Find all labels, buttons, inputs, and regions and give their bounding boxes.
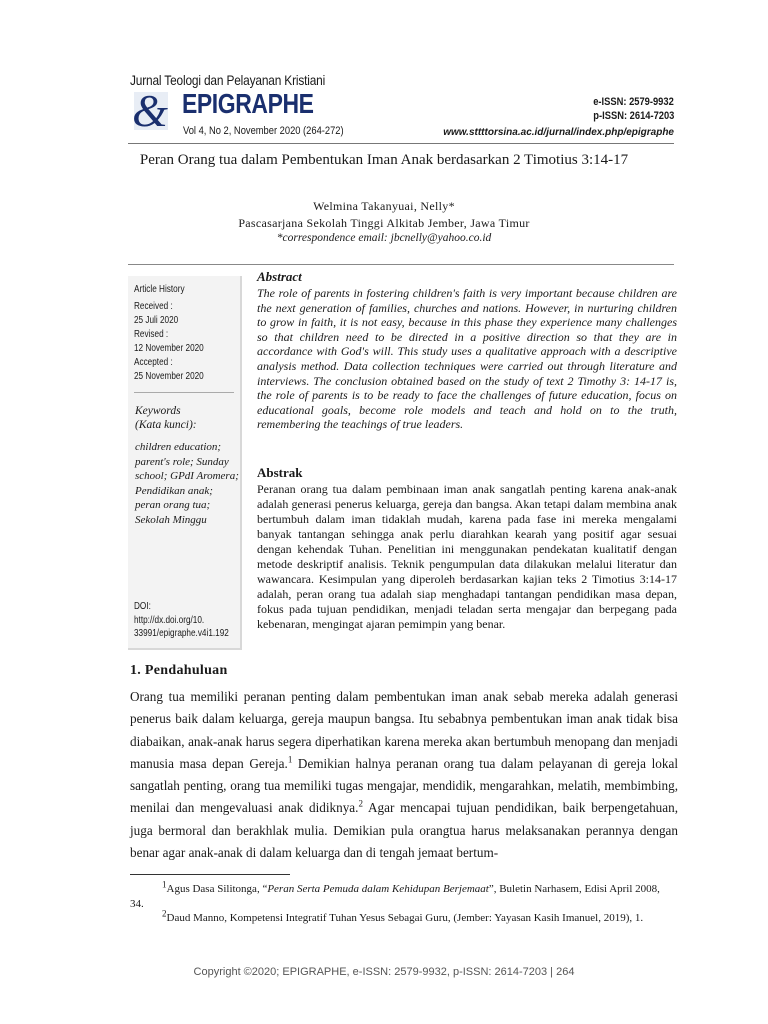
footnote-1-number: 1 bbox=[162, 879, 167, 890]
abstract-indonesian: Peranan orang tua dalam pembinaan iman anak sangatlah penting karena anak-anak adalah generasi penerus keluarga, gereja dan bangsa. Akan tetapi dalam membina anak bertumbuh dalam iman tidaklah mudah, karena pada fase ini mereka mengalami banyak tantangan sehingga anak perlu diarahkan kearah yang positif agar sesuai dengan kehendak Tuhan. Penelitian ini menggunakan pendekatan kualitatif dengan metode deskriptif analisis. Teknik pengumpulan data dilakukan melalui literatur dan wawancara. Kesimpulan yang diperoleh berdasarkan kajian teks 2 Timotius 3:14-17 adalah, peran orang tua adalah siap menghadapi tantangan pendidikan masa depan, fokus pada tujuan pendidikan, menjadi teladan serta mengajar dan berpegang pada kebenaran, mengingat ajaran pemimpin yang benar. bbox=[257, 482, 677, 631]
body-part-1: Orang tua memiliki peranan penting dalam pembentukan iman anak sebab mereka adalah generasi penerus baik dalam keluarga, gereja maupun bangsa. Itu sebabnya pembentukan iman anak tidak bisa diabaikan, anak-anak harus segera diperhatikan karena mereka akan bertumbuh menopang dan menjadi manusia masa depan Gereja. bbox=[130, 689, 678, 771]
header-divider bbox=[128, 143, 674, 144]
volume-info: Vol 4, No 2, November 2020 (264-272) bbox=[183, 125, 344, 137]
author-affiliation: Pascasarjana Sekolah Tinggi Alkitab Jember, Jawa Timur bbox=[238, 216, 530, 230]
keywords-heading bbox=[135, 404, 197, 432]
footnote-1 bbox=[130, 879, 676, 912]
epigraphe-logo-icon bbox=[128, 88, 172, 134]
received-label: Received : bbox=[134, 301, 173, 312]
accepted-label: Accepted : bbox=[134, 357, 173, 368]
svg-text:&: & bbox=[132, 88, 168, 134]
copyright-footer: Copyright ©2020; EPIGRAPHE, e-ISSN: 2579-9932, p-ISSN: 2614-7203 | 264 bbox=[193, 966, 575, 978]
footnote-divider bbox=[130, 874, 290, 875]
title-divider bbox=[128, 264, 674, 265]
journal-name: Jurnal Teologi dan Pelayanan Kristiani bbox=[130, 72, 326, 88]
footnote-2-number: 2 bbox=[162, 908, 167, 919]
abstract-heading: Abstract bbox=[257, 269, 302, 284]
keywords-list: children education; parent's role; Sunday school; GPdI Aromera; Pendidikan anak; peran orang tua; Sekolah Minggu bbox=[135, 441, 239, 526]
correspondence-email: *correspondence email: jbcnelly@yahoo.co.id bbox=[276, 232, 492, 244]
section-body bbox=[130, 686, 678, 864]
doi-link-line2[interactable]: 33991/epigraphe.v4i1.192 bbox=[134, 628, 229, 639]
keywords-subtitle: (Kata kunci): bbox=[135, 419, 197, 431]
doi-label: DOI: bbox=[134, 601, 151, 612]
p-issn: p-ISSN: 2614-7203 bbox=[592, 110, 674, 122]
keywords-title: Keywords bbox=[135, 405, 181, 417]
accepted-date: 25 November 2020 bbox=[134, 371, 204, 382]
footnote-ref-1[interactable]: 1 bbox=[287, 754, 293, 765]
footnote-2 bbox=[130, 908, 676, 926]
body-part-3: Agar mencapai tujuan pendidikan, baik berpengetahuan, juga bermoral dan berakhlak mulia. Demikian pula orangtua harus melaksanakan perannya dengan benar agar anak-anak di dalam keluarga dan di tengah jemaat bertum- bbox=[130, 800, 678, 861]
footnote-ref-2[interactable]: 2 bbox=[358, 799, 363, 810]
sidebar-divider bbox=[134, 392, 234, 393]
received-date: 25 Juli 2020 bbox=[134, 315, 179, 326]
article-title: Peran Orang tua dalam Pembentukan Iman Anak berdasarkan 2 Timotius 3:14-17 bbox=[139, 152, 629, 168]
footnote-1-author: Agus Dasa Silitonga, “ bbox=[166, 883, 268, 895]
journal-website-link[interactable]: www.sttttorsina.ac.id/jurnal/index.php/epigraphe bbox=[443, 127, 674, 138]
footnote-1-title: Peran Serta Pemuda dalam Kehidupan Berjemaat bbox=[267, 883, 489, 895]
body-part-2: Demikian halnya peranan orang tua dalam pelayanan di gereja lokal sangatlah penting, orang tua memiliki tugas mengajar, mendidik, mengarahkan, melatih, membimbing, menilai dan mengevaluasi anak didiknya. bbox=[130, 755, 678, 816]
article-history-title: Article History bbox=[134, 284, 185, 295]
footnote-2-text: Daud Manno, Kompetensi Integratif Tuhan Yesus Sebagai Guru, (Jember: Yayasan Kasih Imanuel, 2019), 1. bbox=[166, 912, 644, 924]
journal-brand: EPIGRAPHE bbox=[182, 88, 314, 119]
section-heading: 1. Pendahuluan bbox=[130, 663, 228, 678]
article-authors: Welmina Takanyuai, Nelly* bbox=[313, 199, 455, 213]
doi-block bbox=[134, 600, 229, 641]
abstrak-heading: Abstrak bbox=[257, 465, 303, 480]
e-issn: e-ISSN: 2579-9932 bbox=[593, 96, 674, 108]
doi-link-line1[interactable]: http://dx.doi.org/10. bbox=[134, 614, 205, 626]
footnote-1-rest: ”, Buletin Narhasem, Edisi April 2008, 34. bbox=[130, 883, 660, 910]
abstract-english: The role of parents in fostering children's faith is very important because children are the next generation of families, churches and nations. However, in nurturing children to grow in faith, it is not easy, because in this phase they experience many challenges so that children need to be directed in a positive direction so that they are in accordance with God's will. This study uses a qualitative approach with a descriptive analysis method. Data collection techniques were carried out through literature and interviews. The conclusion obtained based on the study of text 2 Timothy 3: 14-17 is, the role of parents is to be ready to face the challenges of future education, focus on educational goals, become role models and teach and hold on to the truth, remembering the teachings of true leaders. bbox=[257, 286, 677, 432]
revised-label: Revised : bbox=[134, 329, 169, 340]
revised-date: 12 November 2020 bbox=[134, 343, 204, 354]
